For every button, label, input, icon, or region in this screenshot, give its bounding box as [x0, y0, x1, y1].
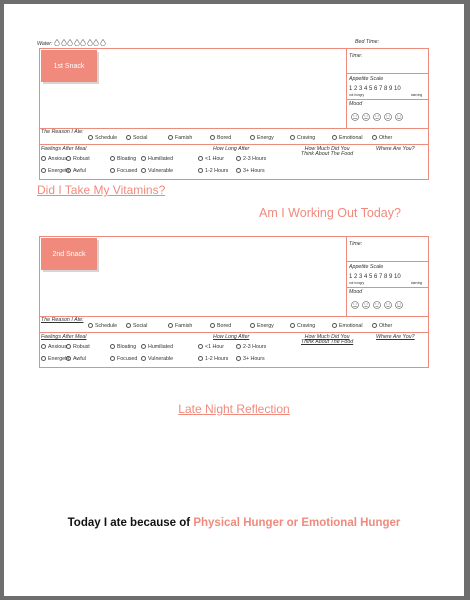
radio-circle-icon[interactable]	[372, 135, 377, 140]
scale-high-label: starving	[411, 281, 423, 285]
radio-circle-icon[interactable]	[141, 156, 146, 161]
radio-circle-icon[interactable]	[332, 323, 337, 328]
reason-option[interactable]: Famish	[168, 323, 192, 329]
mood-label: Mood	[349, 289, 363, 295]
radio-circle-icon[interactable]	[41, 156, 46, 161]
radio-circle-icon[interactable]	[198, 168, 203, 173]
feeling-option[interactable]: Awful	[66, 356, 86, 362]
appetite-scale[interactable]: 1 2 3 4 5 6 7 8 9 10	[349, 274, 401, 280]
radio-circle-icon[interactable]	[66, 156, 71, 161]
scale-low-label: not hungry	[349, 93, 365, 97]
duration-option[interactable]: 3+ Hours	[236, 168, 265, 174]
row-divider	[346, 287, 428, 288]
feeling-option[interactable]: Bloating	[110, 156, 136, 162]
radio-circle-icon[interactable]	[66, 356, 71, 361]
how-long-label: How Long After	[213, 146, 250, 152]
radio-circle-icon[interactable]	[41, 356, 46, 361]
row-divider	[40, 332, 428, 333]
feeling-option[interactable]: Energetic	[41, 168, 70, 174]
radio-circle-icon[interactable]	[236, 156, 241, 161]
radio-circle-icon[interactable]	[141, 356, 146, 361]
duration-option[interactable]: 1-2 Hours	[198, 168, 228, 174]
footer-emphasis: Physical Hunger or Emotional Hunger	[193, 517, 401, 529]
radio-circle-icon[interactable]	[290, 323, 295, 328]
row-divider	[40, 144, 428, 145]
water-drop-icon[interactable]	[67, 39, 73, 46]
radio-circle-icon[interactable]	[66, 344, 71, 349]
reason-option[interactable]: Bored	[210, 135, 231, 141]
working-out-heading: Am I Working Out Today?	[259, 206, 401, 220]
mood-faces	[351, 301, 406, 309]
footer-statement	[4, 517, 464, 529]
radio-circle-icon[interactable]	[332, 135, 337, 140]
duration-option[interactable]: 1-2 Hours	[198, 356, 228, 362]
radio-circle-icon[interactable]	[198, 356, 203, 361]
vitamins-heading: Did I Take My Vitamins?	[37, 183, 166, 197]
radio-circle-icon[interactable]	[88, 135, 93, 140]
radio-circle-icon[interactable]	[236, 168, 241, 173]
how-much-label: How Much Did You Think About The Food	[301, 334, 354, 346]
time-label: Time:	[349, 53, 363, 59]
reason-option[interactable]: Famish	[168, 135, 192, 141]
radio-circle-icon[interactable]	[126, 323, 131, 328]
appetite-label: Appetite Scale	[349, 264, 384, 270]
reason-option[interactable]: Bored	[210, 323, 231, 329]
radio-circle-icon[interactable]	[250, 135, 255, 140]
duration-option[interactable]: 3+ Hours	[236, 356, 265, 362]
row-divider	[40, 316, 428, 317]
water-drop-icon[interactable]	[74, 39, 80, 46]
row-divider	[40, 128, 428, 129]
duration-option[interactable]: 2-3 Hours	[236, 156, 266, 162]
snack-label: 2nd Snack	[52, 250, 86, 258]
water-tracker	[37, 39, 106, 47]
feelings-label: Feelings After Meal	[41, 146, 87, 152]
radio-circle-icon[interactable]	[110, 168, 115, 173]
bed-time-label: Bed Time:	[355, 39, 380, 45]
feeling-option[interactable]: Anxious	[41, 344, 67, 350]
reason-option[interactable]: Schedule	[88, 323, 117, 329]
duration-option[interactable]: <1 Hour	[198, 156, 224, 162]
where-label: Where Are You?	[376, 146, 415, 152]
radio-circle-icon[interactable]	[236, 344, 241, 349]
appetite-label: Appetite Scale	[349, 76, 384, 82]
meal-block-2nd-snack	[39, 236, 429, 368]
duration-option[interactable]: 2-3 Hours	[236, 344, 266, 350]
feeling-option[interactable]: Robust	[66, 156, 90, 162]
time-label: Time:	[349, 241, 363, 247]
water-drop-icon[interactable]	[61, 39, 67, 46]
reason-option[interactable]: Emotional	[332, 135, 363, 141]
radio-circle-icon[interactable]	[110, 344, 115, 349]
radio-circle-icon[interactable]	[372, 323, 377, 328]
row-divider	[346, 261, 428, 262]
feeling-option[interactable]: Awful	[66, 168, 86, 174]
radio-circle-icon[interactable]	[236, 356, 241, 361]
radio-circle-icon[interactable]	[110, 356, 115, 361]
snack-label-box	[41, 238, 97, 270]
water-drop-icon[interactable]	[93, 39, 99, 46]
feeling-option[interactable]: Energetic	[41, 356, 70, 362]
radio-circle-icon[interactable]	[66, 168, 71, 173]
feelings-label: Feelings After Meal	[41, 334, 87, 340]
radio-circle-icon[interactable]	[88, 323, 93, 328]
radio-circle-icon[interactable]	[210, 135, 215, 140]
radio-circle-icon[interactable]	[250, 323, 255, 328]
mood-faces	[351, 113, 406, 121]
radio-circle-icon[interactable]	[110, 156, 115, 161]
radio-circle-icon[interactable]	[141, 168, 146, 173]
feeling-option[interactable]: Focused	[110, 168, 137, 174]
footer-prefix: Today I ate because of	[67, 517, 191, 529]
radio-circle-icon[interactable]	[198, 344, 203, 349]
snack-label: 1st Snack	[53, 62, 85, 70]
feeling-option[interactable]: Anxious	[41, 156, 67, 162]
reason-option[interactable]: Craving	[290, 323, 315, 329]
feeling-option[interactable]: Vulnerable	[141, 168, 173, 174]
where-label: Where Are You?	[376, 334, 415, 340]
column-divider	[346, 237, 347, 316]
water-drop-icon[interactable]	[87, 39, 93, 46]
water-drops	[54, 41, 106, 47]
feeling-option[interactable]: Bloating	[110, 344, 136, 350]
meal-block-1st-snack	[39, 48, 429, 180]
scale-high-label: starving	[411, 93, 423, 97]
reason-option[interactable]: Other	[372, 323, 392, 329]
row-divider	[346, 73, 428, 74]
snack-label-box	[41, 50, 97, 82]
water-label: Water:	[37, 41, 53, 47]
reason-option[interactable]: Energy	[250, 323, 274, 329]
feeling-option[interactable]: Humiliated	[141, 156, 173, 162]
feeling-option[interactable]: Vulnerable	[141, 356, 173, 362]
feeling-option[interactable]: Robust	[66, 344, 90, 350]
reason-option[interactable]: Emotional	[332, 323, 363, 329]
reason-option[interactable]: Energy	[250, 135, 274, 141]
radio-circle-icon[interactable]	[141, 344, 146, 349]
reason-option[interactable]: Craving	[290, 135, 315, 141]
reason-option[interactable]: Social	[126, 135, 147, 141]
how-much-label: How Much Did You Think About The Food	[301, 146, 354, 158]
row-divider	[346, 99, 428, 100]
radio-circle-icon[interactable]	[168, 135, 173, 140]
reason-option[interactable]: Schedule	[88, 135, 117, 141]
appetite-scale[interactable]: 1 2 3 4 5 6 7 8 9 10	[349, 86, 401, 92]
late-night-reflection-heading: Late Night Reflection	[178, 402, 290, 416]
feeling-option[interactable]: Humiliated	[141, 344, 173, 350]
reason-label: The Reason I Ate:	[41, 317, 84, 323]
duration-option[interactable]: <1 Hour	[198, 344, 224, 350]
radio-circle-icon[interactable]	[41, 344, 46, 349]
water-drop-icon[interactable]	[80, 39, 86, 46]
reason-label: The Reason I Ate:	[41, 129, 84, 135]
reason-option[interactable]: Social	[126, 323, 147, 329]
water-drop-icon[interactable]	[100, 39, 106, 46]
radio-circle-icon[interactable]	[210, 323, 215, 328]
feeling-option[interactable]: Focused	[110, 356, 137, 362]
planner-page	[4, 4, 464, 596]
mood-label: Mood	[349, 101, 363, 107]
radio-circle-icon[interactable]	[198, 156, 203, 161]
radio-circle-icon[interactable]	[41, 168, 46, 173]
water-drop-icon[interactable]	[54, 39, 60, 46]
column-divider	[346, 49, 347, 128]
radio-circle-icon[interactable]	[290, 135, 295, 140]
how-long-label: How Long After	[213, 334, 250, 340]
scale-low-label: not hungry	[349, 281, 365, 285]
radio-circle-icon[interactable]	[126, 135, 131, 140]
radio-circle-icon[interactable]	[168, 323, 173, 328]
reason-option[interactable]: Other	[372, 135, 392, 141]
